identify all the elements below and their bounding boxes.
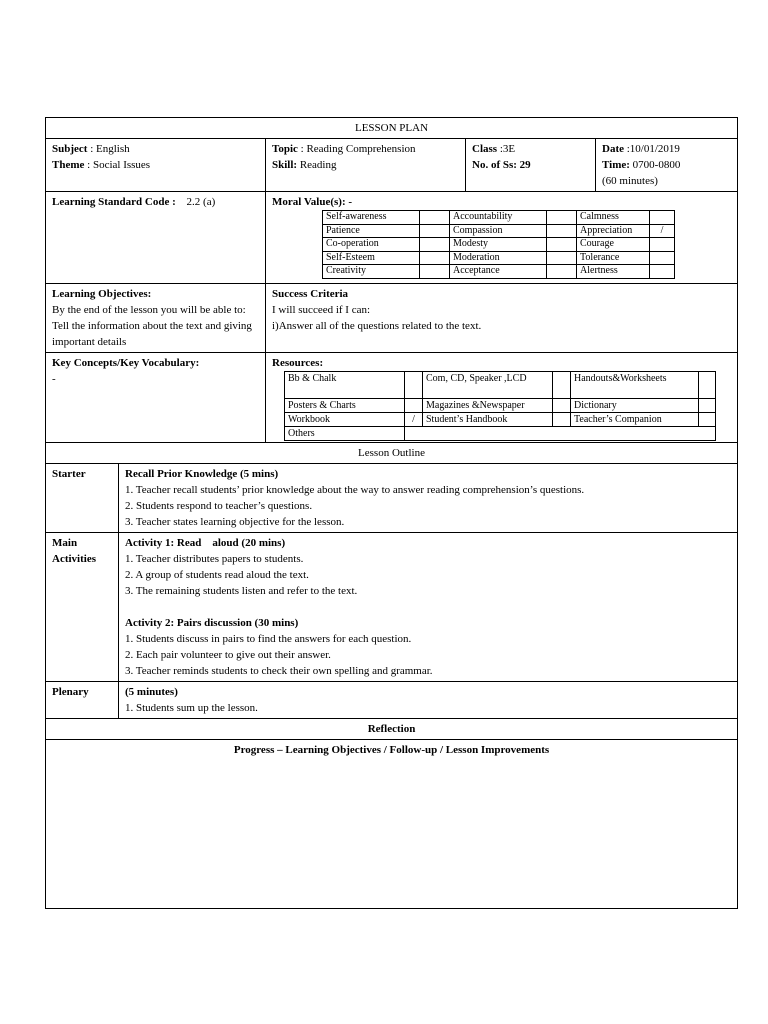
activity2-item: 1. Students discuss in pairs to find the answers for each question.	[125, 632, 412, 645]
moral-value-checkbox	[420, 238, 450, 252]
resource-checkbox	[553, 412, 571, 426]
moral-value-checkbox	[650, 265, 675, 279]
resource-checkbox	[553, 398, 571, 412]
moral-value-checkbox	[547, 238, 577, 252]
resource-name: Dictionary	[571, 398, 699, 412]
moral-values-table	[322, 210, 675, 279]
resource-checkbox: /	[405, 412, 423, 426]
starter-item: 2. Students respond to teacher’s questions.	[125, 499, 313, 512]
learning-standard-cell	[46, 192, 266, 284]
activity1-item: 3. The remaining students listen and refer to the text.	[125, 584, 358, 597]
resource-checkbox	[553, 371, 571, 398]
time-label: Time:	[602, 159, 630, 171]
plenary-content-cell	[119, 681, 738, 718]
resource-checkbox	[699, 398, 716, 412]
moral-value-checkbox	[650, 251, 675, 265]
moral-values-row	[323, 265, 675, 279]
moral-value-name: Calmness	[577, 211, 650, 225]
moral-value-checkbox	[420, 265, 450, 279]
moral-value-checkbox	[420, 251, 450, 265]
learning-objectives-label: Learning Objectives:	[52, 287, 152, 300]
success-criteria-cell	[266, 283, 738, 352]
activities-label: Activities	[52, 552, 96, 565]
resource-checkbox	[699, 412, 716, 426]
moral-value-checkbox	[547, 251, 577, 265]
reflection-title-row	[46, 718, 738, 739]
moral-value-name: Appreciation	[577, 224, 650, 238]
subject-value: : English	[87, 143, 130, 155]
resource-name: Com, CD, Speaker ,LCD	[423, 371, 553, 398]
moral-value-name: Moderation	[450, 251, 547, 265]
starter-label-cell	[46, 463, 119, 532]
subject-cell	[46, 139, 266, 192]
moral-value-name: Courage	[577, 238, 650, 252]
moral-values-label: Moral Value(s): -	[272, 196, 353, 208]
lesson-plan-page	[45, 117, 737, 909]
progress-title: Progress – Learning Objectives / Follow-up / Lesson Improvements	[233, 743, 550, 756]
standard-moral-row	[46, 192, 738, 284]
resource-others: Others	[285, 426, 405, 440]
progress-cell	[46, 739, 738, 908]
resources-row	[285, 398, 716, 412]
progress-row	[46, 739, 738, 908]
subject-label: Subject	[52, 143, 88, 155]
moral-value-checkbox	[547, 265, 577, 279]
key-concepts-value: -	[52, 372, 56, 385]
main-activities-row	[46, 532, 738, 681]
resource-name: Handouts&Worksheets	[571, 371, 699, 398]
resource-name: Bb & Chalk	[285, 371, 405, 398]
moral-value-name: Co-operation	[323, 238, 420, 252]
plenary-row	[46, 681, 738, 718]
success-criteria-line1: I will succeed if I can:	[272, 303, 371, 316]
resource-name: Posters & Charts	[285, 398, 405, 412]
outline-title-row	[46, 442, 738, 463]
resources-cell	[266, 352, 738, 442]
moral-values-row	[323, 251, 675, 265]
moral-values-row	[323, 224, 675, 238]
moral-value-name: Compassion	[450, 224, 547, 238]
moral-value-checkbox	[650, 211, 675, 225]
moral-value-checkbox	[420, 211, 450, 225]
moral-value-name: Self-awareness	[323, 211, 420, 225]
moral-value-checkbox	[547, 211, 577, 225]
resource-checkbox	[699, 371, 716, 398]
resources-row	[285, 426, 716, 440]
starter-label: Starter	[52, 467, 86, 480]
resource-checkbox	[405, 398, 423, 412]
key-concepts-label: Key Concepts/Key Vocabulary:	[52, 356, 200, 369]
title-row	[46, 118, 738, 139]
learning-objectives-text: By the end of the lesson you will be able to: Tell the information about the text and giving important details	[52, 303, 252, 348]
moral-value-name: Tolerance	[577, 251, 650, 265]
lesson-plan-title: LESSON PLAN	[46, 118, 738, 139]
moral-value-checkbox	[420, 224, 450, 238]
resource-checkbox	[405, 371, 423, 398]
moral-value-name: Modesty	[450, 238, 547, 252]
main-activities-content-cell	[119, 532, 738, 681]
concepts-resources-row	[46, 352, 738, 442]
header-row	[46, 139, 738, 192]
main-activities-label-cell	[46, 532, 119, 681]
class-label: Class	[472, 143, 498, 155]
resource-name: Teacher’s Companion	[571, 412, 699, 426]
skill-label: Skill:	[272, 159, 298, 171]
class-value: :3E	[497, 143, 516, 155]
resources-table	[284, 371, 716, 441]
lesson-plan-table	[45, 117, 738, 909]
plenary-heading: (5 minutes)	[125, 685, 178, 698]
moral-value-name: Alertness	[577, 265, 650, 279]
activity1-item: 2. A group of students read aloud the text.	[125, 568, 309, 581]
moral-value-name: Self-Esteem	[323, 251, 420, 265]
time-value: 0700-0800	[629, 159, 681, 171]
main-label: Main	[52, 536, 78, 549]
topic-label: Topic	[272, 143, 298, 155]
reflection-title	[46, 718, 738, 739]
topic-cell	[266, 139, 466, 192]
plenary-label-cell	[46, 681, 119, 718]
resources-label: Resources:	[272, 356, 324, 369]
learning-standard-label: Learning Standard Code :	[52, 196, 176, 208]
lesson-outline-title: Lesson Outline	[46, 442, 738, 463]
learning-standard-value: 2.2 (a)	[186, 196, 216, 208]
plenary-item: 1. Students sum up the lesson.	[125, 701, 258, 714]
students-count: No. of Ss: 29	[472, 159, 531, 171]
resources-row	[285, 371, 716, 398]
starter-row	[46, 463, 738, 532]
moral-value-checkbox	[547, 224, 577, 238]
learning-objectives-cell	[46, 283, 266, 352]
topic-value: : Reading Comprehension	[297, 143, 416, 155]
objectives-row	[46, 283, 738, 352]
key-concepts-cell	[46, 352, 266, 442]
activity2-heading: Activity 2: Pairs discussion (30 mins)	[125, 616, 299, 629]
resource-others-blank	[405, 426, 716, 440]
activity2-item: 3. Teacher reminds students to check their own spelling and grammar.	[125, 664, 433, 677]
date-value: :10/01/2019	[624, 143, 680, 155]
resource-name: Student’s Handbook	[423, 412, 553, 426]
starter-item: 3. Teacher states learning objective for the lesson.	[125, 515, 345, 528]
duration-value: (60 minutes)	[602, 175, 658, 187]
date-cell	[596, 139, 738, 192]
starter-heading: Recall Prior Knowledge (5 mins)	[125, 467, 279, 480]
skill-value: Reading	[297, 159, 337, 171]
moral-value-name: Accountability	[450, 211, 547, 225]
resources-row	[285, 412, 716, 426]
moral-value-checkbox: /	[650, 224, 675, 238]
plenary-label: Plenary	[52, 685, 89, 698]
reflection-label: Reflection	[367, 722, 416, 735]
success-criteria-line2: i)Answer all of the questions related to the text.	[272, 319, 482, 332]
moral-value-name: Creativity	[323, 265, 420, 279]
date-label: Date	[602, 143, 624, 155]
resource-name: Magazines &Newspaper	[423, 398, 553, 412]
activity1-heading: Activity 1: Read aloud (20 mins)	[125, 536, 286, 549]
moral-value-name: Acceptance	[450, 265, 547, 279]
class-cell	[466, 139, 596, 192]
moral-value-checkbox	[650, 238, 675, 252]
resource-name: Workbook	[285, 412, 405, 426]
theme-label: Theme	[52, 159, 85, 171]
theme-value: : Social Issues	[84, 159, 151, 171]
moral-values-row	[323, 211, 675, 225]
moral-values-cell	[266, 192, 738, 284]
starter-item: 1. Teacher recall students’ prior knowledge about the way to answer reading comprehension’s questions.	[125, 483, 585, 496]
starter-content-cell	[119, 463, 738, 532]
moral-value-name: Patience	[323, 224, 420, 238]
activity2-item: 2. Each pair volunteer to give out their answer.	[125, 648, 331, 661]
moral-values-row	[323, 238, 675, 252]
activity1-item: 1. Teacher distributes papers to students.	[125, 552, 304, 565]
success-criteria-label: Success Criteria	[272, 287, 349, 300]
